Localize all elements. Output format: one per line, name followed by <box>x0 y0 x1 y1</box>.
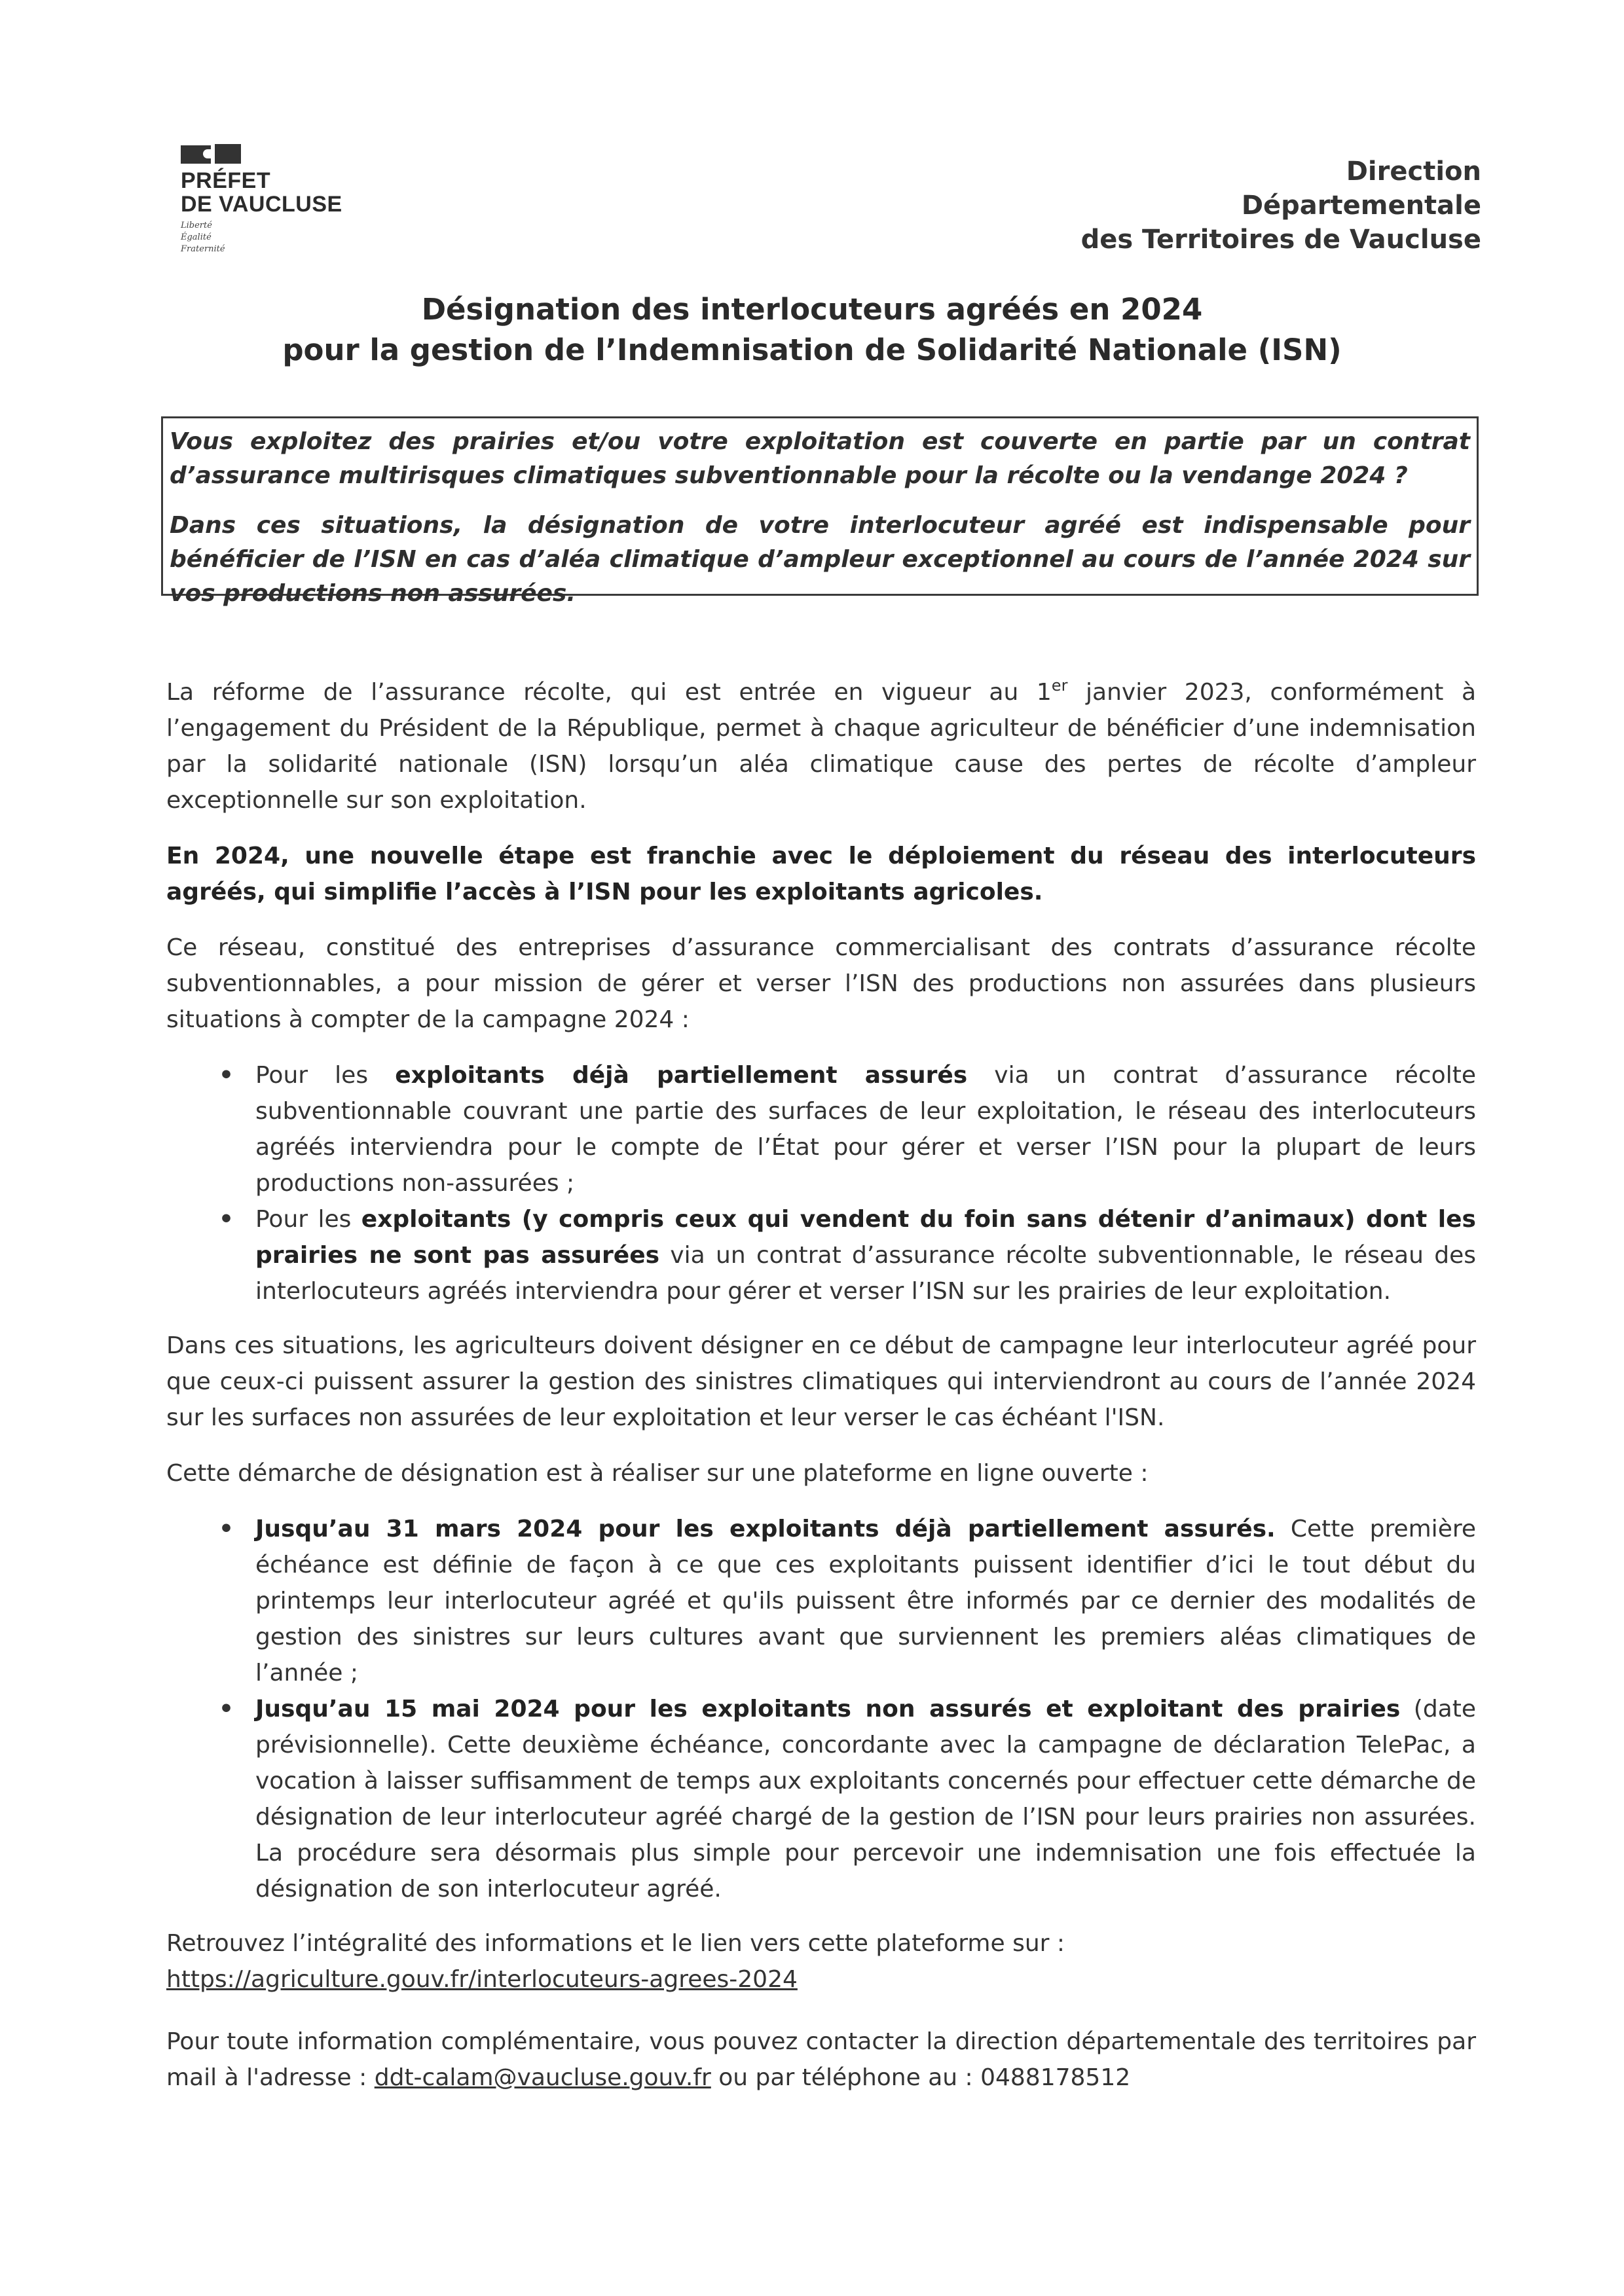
logo-name-line1: PRÉFET <box>181 168 271 193</box>
more-info-text: Retrouvez l’intégralité des informations et le lien vers cette plateforme sur : <box>166 1930 1065 1957</box>
prefet-logo <box>181 141 377 255</box>
title-line2: pour la gestion de l’Indemnisation de Solidarité Nationale (ISN) <box>282 333 1342 367</box>
list-item <box>255 1201 1476 1309</box>
direction-line3: des Territoires de Vaucluse <box>1080 225 1481 255</box>
paragraph-platform: Cette démarche de désignation est à réaliser sur une plateforme en ligne ouverte : <box>166 1460 1149 1487</box>
platform-link[interactable]: https://agriculture.gouv.fr/interlocuteurs-agrees-2024 <box>166 1966 798 1993</box>
direction-line1: Direction <box>1346 156 1481 187</box>
paragraph-more-info <box>166 1925 1476 1997</box>
list-item-post: via un contrat d’assurance récolte subventionnable, le réseau des interlocuteurs agréés interviendra pour gérer et verser l’ISN sur les prairies de leur exploitation. <box>255 1242 1476 1305</box>
list-item-bold: exploitants (y compris ceux qui vendent du foin sans détenir d’animaux) dont les prairies ne sont pas assurées <box>255 1206 1476 1269</box>
notice-paragraph-1: Vous exploitez des prairies et/ou votre exploitation est couverte en partie par un contrat d’assurance multirisques climatiques subventionnable pour la récolte ou la vendange 2024 ? <box>170 428 1470 489</box>
paragraph-2024-step <box>166 838 1476 910</box>
paragraph-reform <box>166 674 1476 818</box>
deadlines-list <box>166 1511 1476 1907</box>
marianne-logo-icon <box>181 141 377 164</box>
motto-fraternite: Fraternité <box>181 244 225 254</box>
list-item-bold: exploitants déjà partiellement assurés <box>395 1062 968 1089</box>
contact-email-link[interactable]: ddt-calam@vaucluse.gouv.fr <box>374 2064 711 2091</box>
list-item-bold: Jusqu’au 31 mars 2024 pour les exploitants déjà partiellement assurés. <box>255 1516 1276 1542</box>
paragraph-contact <box>166 2024 1476 2096</box>
paragraph-designation: Dans ces situations, les agriculteurs doivent désigner en ce début de campagne leur interlocuteur agréé pour que ceux-ci puissent assurer la gestion des sinistres climatiques qui interviendront au cours de l’année 2024 sur les surfaces non assurées de leur exploitation et leur verser le cas échéant l'ISN. <box>166 1332 1476 1431</box>
paragraph-network: Ce réseau, constitué des entreprises d’assurance commercialisant des contrats d’assurance récolte subventionnables, a pour mission de gérer et verser l’ISN des productions non assurées dans plusieurs situations à compter de la campagne 2024 : <box>166 934 1476 1033</box>
list-item-pre: Pour les <box>255 1206 361 1233</box>
contact-text-b: ou par téléphone au : 0488178512 <box>710 2064 1131 2091</box>
contact-text-a: Pour toute information complémentaire, vous pouvez contacter la direction départementale des territoires par mail à l'adresse : <box>166 2028 1476 2091</box>
title-line1: Désignation des interlocuteurs agréés en 2024 <box>421 292 1203 327</box>
document-title <box>0 289 1624 371</box>
paragraph-2024-step-text: En 2024, une nouvelle étape est franchie avec le déploiement du réseau des interlocuteurs agréés, qui simplifie l’accès à l’ISN pour les exploitants agricoles. <box>166 843 1476 905</box>
logo-name-line2: DE VAUCLUSE <box>181 192 342 217</box>
notice-box <box>161 416 1479 607</box>
logo-motto <box>181 220 377 255</box>
list-item-post: Cette première échéance est définie de façon à ce que ces exploitants puissent identifier d’ici le tout début du printemps leur interlocuteur agréé et qu'ils puissent être informés par ce dernier des modalités de gestion des sinistres sur leurs cultures avant que surviennent les premiers aléas climatiques de l’année ; <box>255 1516 1476 1686</box>
document-body <box>166 674 1476 2115</box>
spacer <box>166 1997 1476 2024</box>
list-item <box>255 1691 1476 1907</box>
list-item-pre: Pour les <box>255 1062 396 1089</box>
notice-paragraph-2: Dans ces situations, la désignation de votre interlocuteur agréé est indispensable pour bénéficier de l’ISN en cas d’aléa climatique d’ampleur exceptionnel au cours de l’année 2024 sur vos productions non assurées. <box>170 512 1470 607</box>
list-item-post: via un contrat d’assurance récolte subventionnable couvrant une partie des surfaces de leur exploitation, le réseau des interlocuteurs agréés interviendra pour le compte de l’État pour gérer et verser l’ISN pour la plupart de leurs productions non-assurées ; <box>255 1062 1476 1197</box>
list-item <box>255 1057 1476 1201</box>
motto-egalite: Égalité <box>181 232 212 242</box>
motto-liberte: Liberté <box>181 221 212 230</box>
paragraph-reform-a: La réforme de l’assurance récolte, qui est entrée en vigueur au 1 <box>166 679 1052 706</box>
ordinal-superscript: er <box>1051 676 1068 695</box>
paragraph-reform-b: janvier 2023, conformément à l’engagement du Président de la République, permet à chaque agriculteur de bénéficier d’une indemnisation par la solidarité nationale (ISN) lorsqu’un aléa climatique cause des pertes de récolte d’ampleur exceptionnelle sur son exploitation. <box>166 679 1477 814</box>
direction-line2: Départementale <box>1241 191 1481 221</box>
list-item <box>255 1511 1476 1691</box>
situations-list <box>166 1057 1476 1309</box>
list-item-bold: Jusqu’au 15 mai 2024 pour les exploitants non assurés et exploitant des prairies <box>255 1696 1401 1722</box>
issuing-direction <box>1081 155 1481 257</box>
list-item-post: (date prévisionnelle). Cette deuxième échéance, concordante avec la campagne de déclaration TelePac, a vocation à laisser suffisamment de temps aux exploitants concernés pour effectuer cette démarche de désignation de leur interlocuteur agréé chargé de la gestion de l’ISN pour leurs prairies non assurées. La procédure sera désormais plus simple pour percevoir une indemnisation une fois effectuée la désignation de son interlocuteur agréé. <box>255 1696 1477 1903</box>
